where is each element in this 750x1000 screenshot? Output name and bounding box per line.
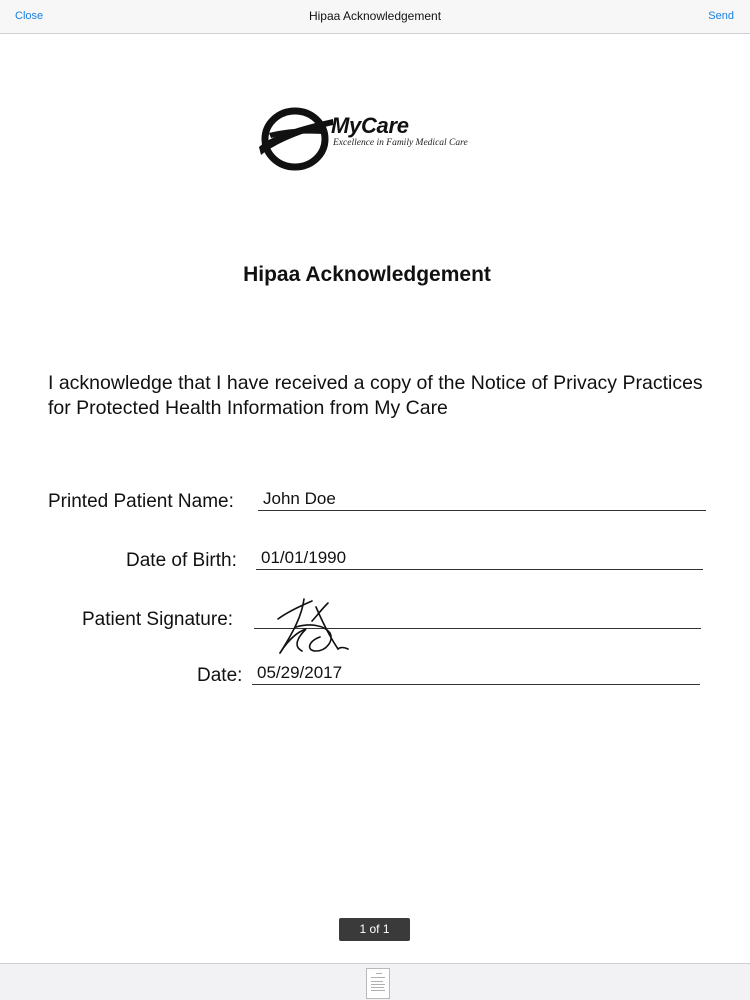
- mycare-logo: [255, 103, 470, 173]
- logo-name: MyCare: [331, 113, 409, 138]
- signature-field[interactable]: [254, 605, 701, 629]
- page-indicator: 1 of 1: [339, 918, 410, 941]
- document-page: [0, 35, 750, 963]
- page-thumbnail[interactable]: [366, 968, 390, 999]
- date-of-birth-field[interactable]: [256, 546, 703, 570]
- close-button[interactable]: Close: [15, 10, 44, 22]
- date-label: Date:: [197, 665, 243, 686]
- handwritten-signature: [276, 597, 356, 657]
- date-value: 05/29/2017: [257, 663, 343, 682]
- thumbnail-bar: [0, 963, 750, 1000]
- printed-name-label: Printed Patient Name:: [48, 491, 234, 512]
- printed-name-field[interactable]: [258, 487, 706, 511]
- date-of-birth-label: Date of Birth:: [126, 550, 237, 571]
- printed-name-value: John Doe: [263, 489, 336, 508]
- date-of-birth-value: 01/01/1990: [261, 548, 347, 567]
- window-title: Hipaa Acknowledgement: [308, 9, 442, 23]
- signature-label: Patient Signature:: [82, 609, 234, 630]
- send-button[interactable]: Send: [708, 10, 734, 22]
- document-title: Hipaa Acknowledgement: [243, 263, 491, 286]
- navigation-bar: [0, 0, 750, 34]
- date-field[interactable]: [252, 661, 700, 685]
- logo-tagline: Excellence in Family Medical Care: [333, 138, 468, 148]
- acknowledgement-statement: I acknowledge that I have received a copy of the Notice of Privacy Practices for Protected Health Information from My Care: [48, 372, 703, 419]
- mycare-logo-swoosh-icon: [255, 103, 335, 173]
